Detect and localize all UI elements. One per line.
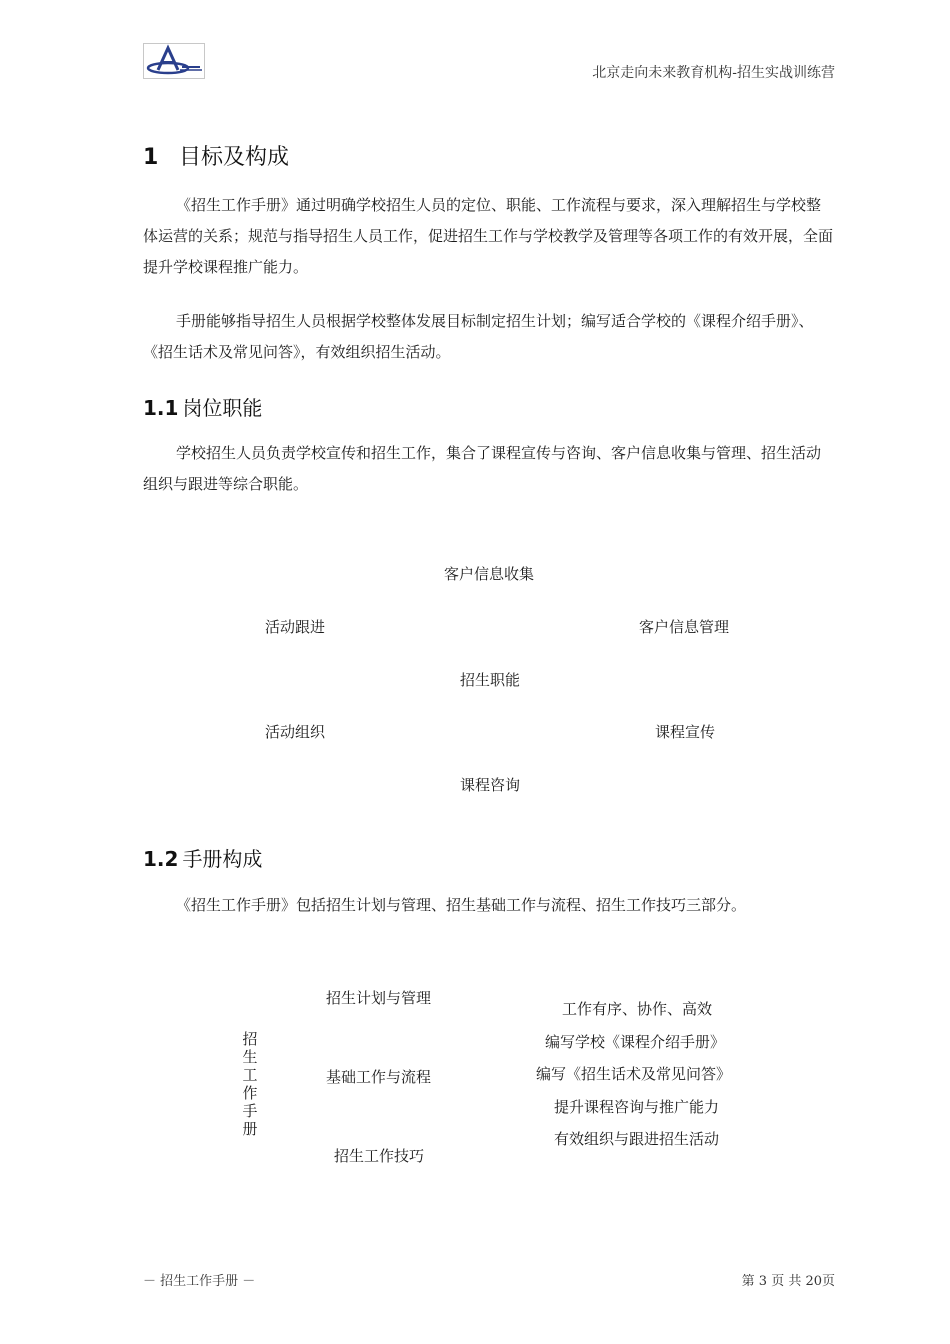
handbook-part-3: 招生工作技巧 xyxy=(334,1147,425,1165)
section-1-title: 目标及构成 xyxy=(179,145,290,170)
section-1-1-paragraph: 学校招生人员负责学校宣传和招生工作，集合了课程宣传与咨询、客户信息收集与管理、招生活动组织与跟进等综合职能。 xyxy=(143,444,822,493)
section-1-2-title: 手册构成 xyxy=(182,847,263,871)
handbook-part-2: 基础工作与流程 xyxy=(326,1068,432,1086)
section-1-paragraph-1: 《招生工作手册》通过明确学校招生人员的定位、职能、工作流程与要求，深入理解招生与学校整体运营的关系；规范与指导招生人员工作，促进招生工作与学校教学及管理等各项工作的有效开展，全面提升学校课程推广能力。 xyxy=(143,196,834,276)
duty-node-upper-right: 客户信息管理 xyxy=(639,618,730,636)
logo-graphic xyxy=(144,44,204,78)
organization-logo xyxy=(143,43,205,79)
section-1-heading xyxy=(143,140,289,171)
handbook-goal-2: 编写学校《课程介绍手册》 xyxy=(545,1033,726,1051)
handbook-goal-1: 工作有序、协作、高效 xyxy=(562,1000,713,1018)
header-title: 北京走向未来教育机构-招生实战训练营 xyxy=(592,65,835,81)
footer-page-number: 第 3 页 共 20页 xyxy=(741,1274,835,1289)
handbook-root-label: 招生工作手册 xyxy=(242,1030,258,1138)
duty-node-lower-left: 活动组织 xyxy=(265,723,326,741)
footer-document-name: － 招生工作手册 － xyxy=(143,1274,256,1289)
handbook-goal-3: 编写《招生话术及常见问答》 xyxy=(536,1065,732,1083)
duty-node-top: 客户信息收集 xyxy=(444,565,535,583)
duty-node-lower-right: 课程宣传 xyxy=(655,723,716,741)
section-1-2-number: 1.2 xyxy=(143,847,179,871)
handbook-part-1: 招生计划与管理 xyxy=(326,989,432,1007)
section-1-1-number: 1.1 xyxy=(143,396,179,420)
duty-node-upper-left: 活动跟进 xyxy=(265,618,326,636)
section-1-2-heading xyxy=(143,843,262,872)
handbook-goal-4: 提升课程咨询与推广能力 xyxy=(554,1098,720,1116)
section-1-1-title: 岗位职能 xyxy=(182,396,263,420)
duty-node-bottom: 课程咨询 xyxy=(460,776,521,794)
duty-node-center: 招生职能 xyxy=(460,671,521,689)
handbook-goal-5: 有效组织与跟进招生活动 xyxy=(554,1130,720,1148)
section-1-1-heading xyxy=(143,392,262,421)
section-1-paragraph-2: 手册能够指导招生人员根据学校整体发展目标制定招生计划；编写适合学校的《课程介绍手册》、《招生话术及常见问答》，有效组织招生活动。 xyxy=(143,312,814,361)
section-1-number: 1 xyxy=(143,145,159,170)
section-1-2-paragraph: 《招生工作手册》包括招生计划与管理、招生基础工作与流程、招生工作技巧三部分。 xyxy=(176,896,747,914)
